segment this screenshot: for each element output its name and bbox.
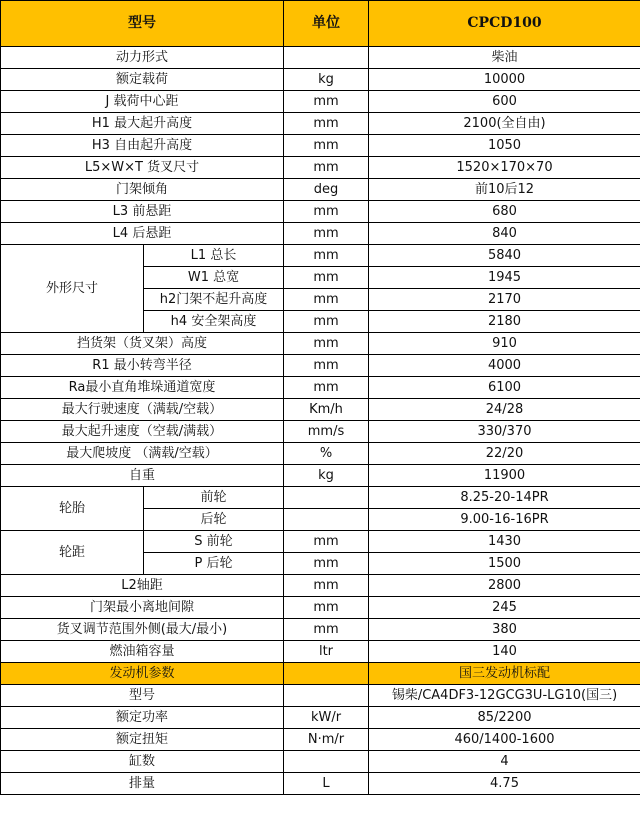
param-label: H1 最大起升高度 xyxy=(1,113,284,135)
param-unit: Km/h xyxy=(284,399,369,421)
param-unit: mm xyxy=(284,619,369,641)
param-unit xyxy=(284,509,369,531)
table-row xyxy=(1,47,640,69)
param-label: 型号 xyxy=(1,685,284,707)
param-label: 燃油箱容量 xyxy=(1,641,284,663)
param-label: L5×W×T 货叉尺寸 xyxy=(1,157,284,179)
param-value: 245 xyxy=(369,597,640,619)
param-label: 最大行驶速度（满载/空载） xyxy=(1,399,284,421)
param-label: 门架最小离地间隙 xyxy=(1,597,284,619)
param-unit: mm/s xyxy=(284,421,369,443)
engine-section-row xyxy=(1,663,640,685)
param-unit: mm xyxy=(284,531,369,553)
table-row xyxy=(1,751,640,773)
table-row xyxy=(1,69,640,91)
param-unit xyxy=(284,751,369,773)
param-value: 380 xyxy=(369,619,640,641)
param-unit: mm xyxy=(284,135,369,157)
param-value: 22/20 xyxy=(369,443,640,465)
param-label: 排量 xyxy=(1,773,284,795)
param-label: 后轮 xyxy=(144,509,284,531)
param-label: 自重 xyxy=(1,465,284,487)
param-label: h2门架不起升高度 xyxy=(144,289,284,311)
table-row xyxy=(1,443,640,465)
table-row xyxy=(1,377,640,399)
table-row xyxy=(1,245,640,267)
param-unit: mm xyxy=(284,289,369,311)
header-value: CPCD100 xyxy=(369,1,640,47)
param-unit: mm xyxy=(284,245,369,267)
param-label: S 前轮 xyxy=(144,531,284,553)
param-value: 24/28 xyxy=(369,399,640,421)
table-row xyxy=(1,597,640,619)
param-unit: mm xyxy=(284,113,369,135)
param-value: 4000 xyxy=(369,355,640,377)
table-row xyxy=(1,641,640,663)
param-value: 4.75 xyxy=(369,773,640,795)
param-value: 2180 xyxy=(369,311,640,333)
param-unit: mm xyxy=(284,91,369,113)
param-label: J 载荷中心距 xyxy=(1,91,284,113)
param-label: 额定功率 xyxy=(1,707,284,729)
param-value: 5840 xyxy=(369,245,640,267)
param-unit: mm xyxy=(284,377,369,399)
param-label: 缸数 xyxy=(1,751,284,773)
param-value: 10000 xyxy=(369,69,640,91)
table-row xyxy=(1,157,640,179)
param-value: 1520×170×70 xyxy=(369,157,640,179)
table-row xyxy=(1,707,640,729)
param-unit: mm xyxy=(284,553,369,575)
param-label: 最大爬坡度 （满载/空载） xyxy=(1,443,284,465)
param-label: W1 总宽 xyxy=(144,267,284,289)
group-label-tires: 轮胎 xyxy=(1,487,144,531)
engine-section-unit xyxy=(284,663,369,685)
param-label: 最大起升速度（空载/满载） xyxy=(1,421,284,443)
param-label: P 后轮 xyxy=(144,553,284,575)
table-row xyxy=(1,333,640,355)
param-value: 1945 xyxy=(369,267,640,289)
param-unit: mm xyxy=(284,355,369,377)
param-unit xyxy=(284,685,369,707)
param-value: 1430 xyxy=(369,531,640,553)
table-row xyxy=(1,179,640,201)
param-unit: ltr xyxy=(284,641,369,663)
param-label: Ra最小直角堆垛通道宽度 xyxy=(1,377,284,399)
param-label: 额定载荷 xyxy=(1,69,284,91)
param-value: 910 xyxy=(369,333,640,355)
param-unit: L xyxy=(284,773,369,795)
table-row xyxy=(1,421,640,443)
param-value: 4 xyxy=(369,751,640,773)
table-row xyxy=(1,685,640,707)
param-label: L3 前悬距 xyxy=(1,201,284,223)
param-label: R1 最小转弯半径 xyxy=(1,355,284,377)
param-label: 额定扭矩 xyxy=(1,729,284,751)
param-unit: deg xyxy=(284,179,369,201)
table-row xyxy=(1,355,640,377)
param-value: 1050 xyxy=(369,135,640,157)
param-unit: % xyxy=(284,443,369,465)
param-value: 2100(全自由) xyxy=(369,113,640,135)
param-unit: mm xyxy=(284,311,369,333)
group-label-tread: 轮距 xyxy=(1,531,144,575)
param-label: 门架倾角 xyxy=(1,179,284,201)
param-value: 1500 xyxy=(369,553,640,575)
param-value: 330/370 xyxy=(369,421,640,443)
param-unit: kW/r xyxy=(284,707,369,729)
param-value: 11900 xyxy=(369,465,640,487)
param-label: 货叉调节范围外侧(最大/最小) xyxy=(1,619,284,641)
header-row xyxy=(1,1,640,47)
param-unit: mm xyxy=(284,597,369,619)
group-label-overall-dimensions: 外形尺寸 xyxy=(1,245,144,333)
table-row xyxy=(1,399,640,421)
param-label: H3 自由起升高度 xyxy=(1,135,284,157)
table-row xyxy=(1,223,640,245)
param-unit: N·m/r xyxy=(284,729,369,751)
table-row xyxy=(1,135,640,157)
param-value: 840 xyxy=(369,223,640,245)
table-row xyxy=(1,531,640,553)
param-value: 柴油 xyxy=(369,47,640,69)
param-label: 动力形式 xyxy=(1,47,284,69)
param-value: 8.25-20-14PR xyxy=(369,487,640,509)
header-model: 型号 xyxy=(1,1,284,47)
table-row xyxy=(1,487,640,509)
param-value: 9.00-16-16PR xyxy=(369,509,640,531)
table-row xyxy=(1,619,640,641)
table-row xyxy=(1,113,640,135)
param-unit: kg xyxy=(284,465,369,487)
param-value: 140 xyxy=(369,641,640,663)
header-unit: 单位 xyxy=(284,1,369,47)
param-label: L4 后悬距 xyxy=(1,223,284,245)
param-value: 680 xyxy=(369,201,640,223)
param-unit: mm xyxy=(284,223,369,245)
param-unit: kg xyxy=(284,69,369,91)
table-row xyxy=(1,91,640,113)
param-label: L2轴距 xyxy=(1,575,284,597)
table-row xyxy=(1,575,640,597)
param-unit xyxy=(284,487,369,509)
table-row xyxy=(1,465,640,487)
param-value: 2170 xyxy=(369,289,640,311)
param-unit: mm xyxy=(284,157,369,179)
param-value: 2800 xyxy=(369,575,640,597)
param-unit: mm xyxy=(284,267,369,289)
param-label: 挡货架（货叉架）高度 xyxy=(1,333,284,355)
param-unit: mm xyxy=(284,333,369,355)
engine-section-value: 国三发动机标配 xyxy=(369,663,640,685)
param-value: 85/2200 xyxy=(369,707,640,729)
param-label: h4 安全架高度 xyxy=(144,311,284,333)
engine-section-title: 发动机参数 xyxy=(1,663,284,685)
param-value: 6100 xyxy=(369,377,640,399)
param-unit: mm xyxy=(284,575,369,597)
table-row xyxy=(1,201,640,223)
table-row xyxy=(1,773,640,795)
table-row xyxy=(1,729,640,751)
param-value: 前10后12 xyxy=(369,179,640,201)
param-unit: mm xyxy=(284,201,369,223)
param-label: L1 总长 xyxy=(144,245,284,267)
param-label: 前轮 xyxy=(144,487,284,509)
param-value: 锡柴/CA4DF3-12GCG3U-LG10(国三) xyxy=(369,685,640,707)
param-value: 460/1400-1600 xyxy=(369,729,640,751)
param-unit xyxy=(284,47,369,69)
param-value: 600 xyxy=(369,91,640,113)
